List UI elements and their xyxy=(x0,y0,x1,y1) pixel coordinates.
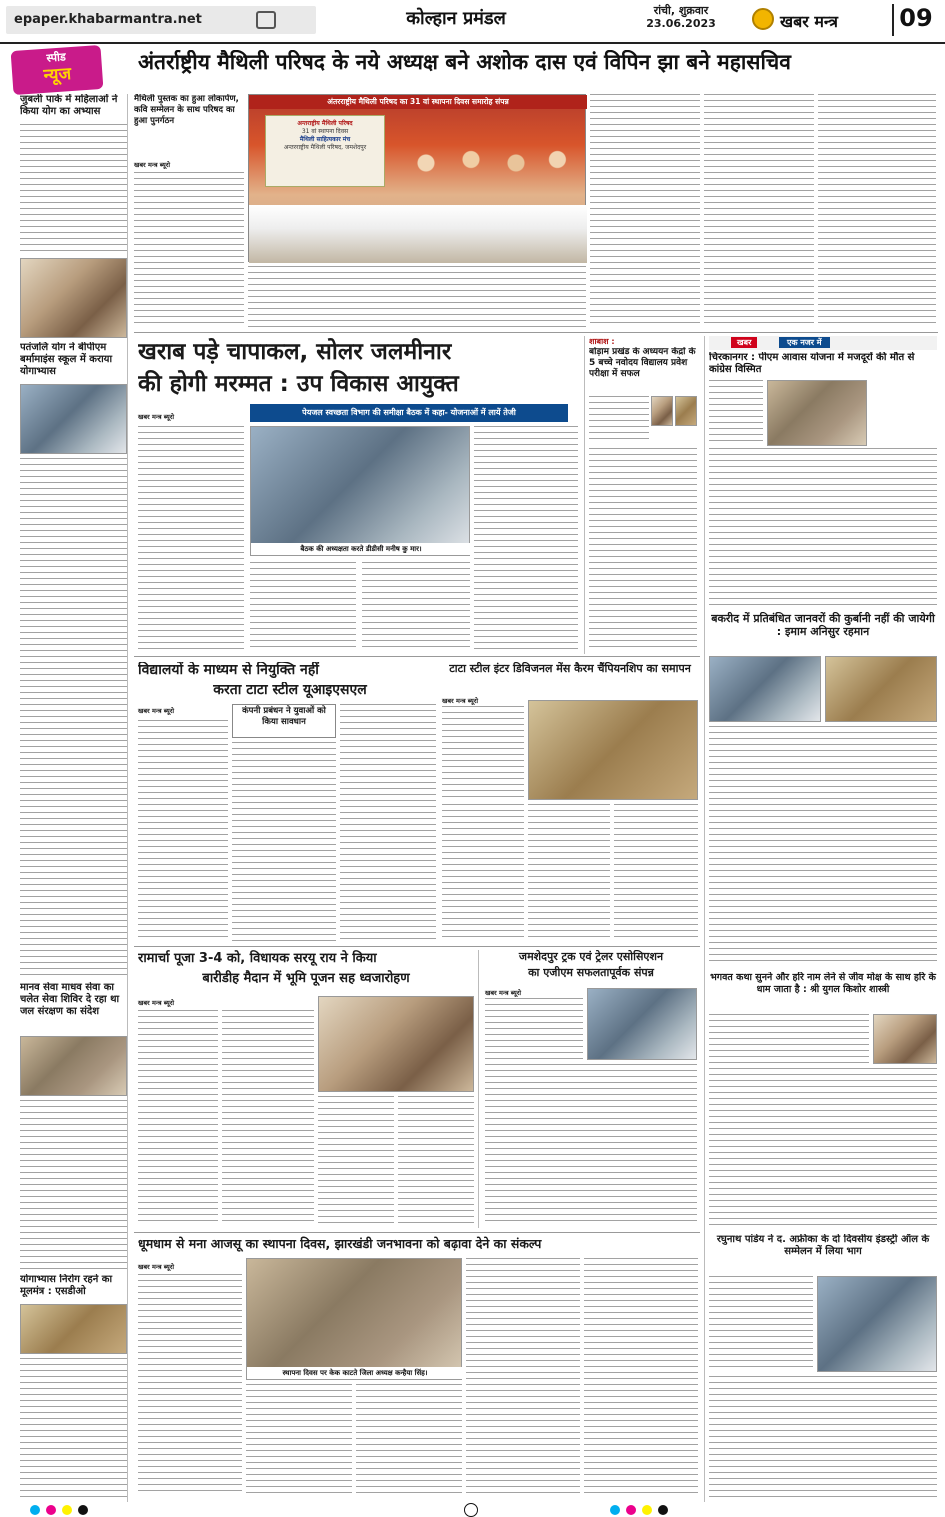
truck-headline-l1: जमशेदपुर ट्रक एवं ट्रेलर एसोसिएशन xyxy=(518,950,664,963)
dateline xyxy=(636,4,726,30)
left-story4-photo xyxy=(20,1304,127,1354)
truck-photo xyxy=(587,988,697,1060)
ajsu-body-col1 xyxy=(138,1274,242,1496)
ramarcha-headline-l2: बारीडीह मैदान में भूमि पूजन सह ध्वजारोहण xyxy=(202,971,410,986)
left-story4-body xyxy=(20,1358,127,1504)
reg-mark-black xyxy=(78,1505,88,1515)
top-story-photo xyxy=(248,94,586,262)
top-story-body-below xyxy=(248,266,586,328)
section-name: कोल्हान प्रमंडल xyxy=(406,8,506,29)
ramarcha-photo xyxy=(318,996,474,1092)
dais-table xyxy=(249,205,587,263)
ramarcha-body-col1 xyxy=(138,1010,218,1226)
handpump-headline-l2: की होगी मरम्मत : उप विकास आयुक्त xyxy=(138,371,459,397)
photo-figures xyxy=(399,135,579,205)
divider-2 xyxy=(134,656,700,657)
handpump-photo xyxy=(250,426,470,556)
reg-mark-cyan xyxy=(30,1505,40,1515)
handpump-body-below1 xyxy=(250,562,356,650)
carrom-body-col1 xyxy=(442,706,524,800)
right-story3-photo xyxy=(873,1014,937,1064)
top-story-body-col5 xyxy=(818,94,936,328)
reg-mark-yellow xyxy=(62,1505,72,1515)
right-story3-body-top xyxy=(709,1014,869,1064)
masthead-left-bar xyxy=(6,6,316,34)
ajsu-photo-caption: स्थापना दिवस पर केक काटते जिला अध्यक्ष कन्हैया सिंह। xyxy=(247,1367,463,1379)
ajsu-body-col3 xyxy=(466,1258,580,1496)
navodaya-body xyxy=(589,448,697,648)
right-story2-body xyxy=(709,726,937,964)
right-story1-photo xyxy=(767,380,867,446)
footer-color-marks xyxy=(0,1502,945,1517)
right-story4-photo xyxy=(817,1276,937,1372)
handpump-body-below2 xyxy=(362,562,470,650)
carrom-body-col3 xyxy=(528,804,610,942)
banner-line4: अन्तरराष्ट्रीय मैथिली परिषद, जमशेदपुर xyxy=(283,144,367,151)
truck-body-top xyxy=(485,998,583,1060)
reg-mark-magenta xyxy=(46,1505,56,1515)
brand-logo-icon xyxy=(752,8,774,30)
ajsu-headline: धूमधाम से मना आजसू का स्थापना दिवस, झारखंडी जनभावना को बढ़ावा देने का संकल्प xyxy=(138,1236,542,1251)
handpump-subbanner-text: पेयजल स्वच्छता विभाग की समीक्षा बैठक में कहा- योजनाओं में लायें तेजी xyxy=(302,408,516,417)
ajsu-body-below2 xyxy=(356,1384,462,1496)
navodaya-box xyxy=(584,336,700,654)
dateline-date: 23.06.2023 xyxy=(646,17,716,30)
carrom-headline: टाटा स्टील इंटर डिविजनल मेंस कैरम चैंपियनशिप का समापन xyxy=(449,662,691,675)
right-story4-body-top xyxy=(709,1276,813,1372)
top-story-byline: खबर मन्त्र ब्यूरो xyxy=(134,161,171,169)
right-story2-head: बकरीद में प्रतिबंधित जानवरों की कुर्बानी नहीं की जायेगी : इमाम अनिसुर रहमान xyxy=(711,612,935,638)
speed-news-bottom: न्यूज xyxy=(42,64,72,86)
site-url[interactable]: epaper.khabarmantra.net xyxy=(14,12,202,27)
ajsu-body-col4 xyxy=(584,1258,698,1496)
handpump-subbanner xyxy=(250,404,568,422)
reg-mark-yellow-2 xyxy=(642,1505,652,1515)
left-story4-head: योगाभ्यास निरोग रहने का मूलमंत्र : एसडीओ xyxy=(20,1274,113,1297)
carrom-body-col2 xyxy=(442,804,524,942)
page-number: 09 xyxy=(892,4,938,36)
handpump-byline: खबर मन्त्र ब्यूरो xyxy=(138,413,175,421)
tatasteel-headline-l2: करता टाटा स्टील यूआइएसएल xyxy=(213,682,367,698)
brand-name: खबर मन्त्र xyxy=(780,12,838,31)
left-story1-head: जुबली पार्क में महिलाओं ने किया योग का अभ्यास xyxy=(20,94,118,117)
top-headline: अंतर्राष्ट्रीय मैथिली परिषद के नये अध्यक्ष बने अशोक दास एवं विपिन झा बने महासचिव xyxy=(138,50,791,74)
top-story-body-col3 xyxy=(590,94,700,328)
brand-block xyxy=(752,4,942,38)
left-story2-photo xyxy=(20,384,127,454)
tatasteel-subhead: कंपनी प्रबंधन ने युवाओं को किया सावधान xyxy=(232,704,336,738)
carrom-body-col4 xyxy=(614,804,698,942)
left-story1-body xyxy=(20,124,127,254)
left-story2-body xyxy=(20,458,127,978)
tatasteel-body-col3 xyxy=(340,704,436,942)
right-story3-body xyxy=(709,1068,937,1230)
tatasteel-body-col1 xyxy=(138,720,228,942)
divider-4 xyxy=(134,1232,700,1233)
right-story1-body xyxy=(709,448,937,606)
navodaya-headline: बोड़ाम प्रखंड के अध्ययन केंद्रों के 5 बच्चे नवोदय विद्यालय प्रवेश परीक्षा में सफल xyxy=(589,347,696,379)
navodaya-body-top xyxy=(589,396,649,444)
carrom-photo xyxy=(528,700,698,800)
right-story1-body-top xyxy=(709,380,763,446)
handpump-photo-caption: बैठक की अध्यक्षता करते डीडीसी मनीष कु मार। xyxy=(251,543,471,555)
right-story4-body xyxy=(709,1376,937,1504)
truck-box xyxy=(478,950,700,1228)
top-story-subhead: मैथिली पुस्तक का हुआ लोकार्पण, कवि सम्मेलन के साथ परिषद का हुआ पुनर्गठन xyxy=(134,94,239,126)
camera-icon xyxy=(256,11,276,29)
masthead xyxy=(0,0,945,44)
right-story4-head: रघुनाथ पांडेय ने द. अफ्रीका के दो दिवसीय इंडस्ट्री ऑल के सम्मेलन में लिया भाग xyxy=(716,1234,930,1257)
khabar-tag-label: एक नजर में xyxy=(779,337,830,348)
event-banner xyxy=(265,115,385,187)
left-story3-photo xyxy=(20,1036,127,1096)
tatasteel-body-col2 xyxy=(232,742,336,942)
truck-headline-l2: का एजीएम सफलतापूर्वक संपन्न xyxy=(528,966,654,979)
left-story1-photo xyxy=(20,258,127,338)
navodaya-student-photo2 xyxy=(675,396,697,426)
handpump-headline-l1: खराब पड़े चापाकल, सोलर जलमीनार xyxy=(138,339,452,365)
right-column xyxy=(704,336,940,1504)
right-story1-head: चिरकानगर : पीएम आवास योजना में मजदूरों की मौत से कांग्रेस विस्मित xyxy=(709,352,915,375)
crosshair-icon xyxy=(464,1503,478,1517)
handpump-body-col3 xyxy=(474,426,578,650)
truck-body xyxy=(485,1064,697,1226)
divider-1 xyxy=(134,332,938,333)
khabar-tag xyxy=(709,336,937,350)
right-story3-head: भगवत कथा सुनने और हरि नाम लेने से जीव मोक्ष के साथ हरि के धाम जाता है : श्री युगल किशोर शास्त्री xyxy=(710,972,936,995)
navodaya-tag: शाबाश : xyxy=(589,337,615,346)
reg-mark-cyan-2 xyxy=(610,1505,620,1515)
carrom-byline: खबर मन्त्र ब्यूरो xyxy=(442,697,479,705)
left-column xyxy=(20,94,128,1504)
speed-news-badge xyxy=(11,45,104,95)
section-label xyxy=(376,6,536,34)
ramarcha-body-col2 xyxy=(222,1010,314,1226)
left-story3-head: मानव सेवा माधव सेवा का चलेत सेवा शिविर दे रहा था जल संरक्षण का संदेश xyxy=(20,982,120,1017)
dateline-city-day: रांची, शुक्रवार xyxy=(653,4,709,17)
truck-byline: खबर मन्त्र ब्यूरो xyxy=(485,989,522,997)
top-story-body-col4 xyxy=(704,94,814,328)
khabar-tag-brand: खबर xyxy=(731,337,757,348)
divider-3 xyxy=(134,946,700,947)
banner-line2: 31 वां स्थापना दिवस xyxy=(301,128,349,135)
speed-news-top: स्पीड xyxy=(46,50,67,65)
ramarcha-byline: खबर मन्त्र ब्यूरो xyxy=(138,999,175,1007)
ajsu-body-below1 xyxy=(246,1384,352,1496)
navodaya-student-photo1 xyxy=(651,396,673,426)
left-story3-body xyxy=(20,1100,127,1270)
right-story2-photo2 xyxy=(825,656,937,722)
ramarcha-body-col4 xyxy=(398,1096,474,1226)
reg-mark-black-2 xyxy=(658,1505,668,1515)
banner-line1: अन्तराष्ट्रीय मैथिली परिषद xyxy=(297,120,353,127)
tatasteel-byline: खबर मन्त्र ब्यूरो xyxy=(138,707,175,715)
reg-mark-magenta-2 xyxy=(626,1505,636,1515)
left-story2-head: पतंजलि योग ने बीपीएम बर्मामाइंस स्कूल में कराया योगाभ्यास xyxy=(20,342,113,377)
tatasteel-headline-l1: विद्यालयों के माध्यम से नियुक्ति नहीं xyxy=(138,662,319,678)
ramarcha-headline-l1: रामार्चा पूजा 3-4 को, विधायक सरयू राय ने किया xyxy=(138,951,377,966)
top-photo-caption: अंतरराष्ट्रीय मैथिली परिषद का 31 वां स्थापना दिवस समारोह संपन्न xyxy=(249,95,587,109)
banner-line3: मैथिली साहित्यकार मंच xyxy=(299,136,351,143)
handpump-body-col1 xyxy=(138,426,244,650)
top-story-body-col1 xyxy=(134,172,244,328)
right-story2-photo1 xyxy=(709,656,821,722)
ajsu-byline: खबर मन्त्र ब्यूरो xyxy=(138,1263,175,1271)
ajsu-photo xyxy=(246,1258,462,1380)
ramarcha-body-col3 xyxy=(318,1096,394,1226)
